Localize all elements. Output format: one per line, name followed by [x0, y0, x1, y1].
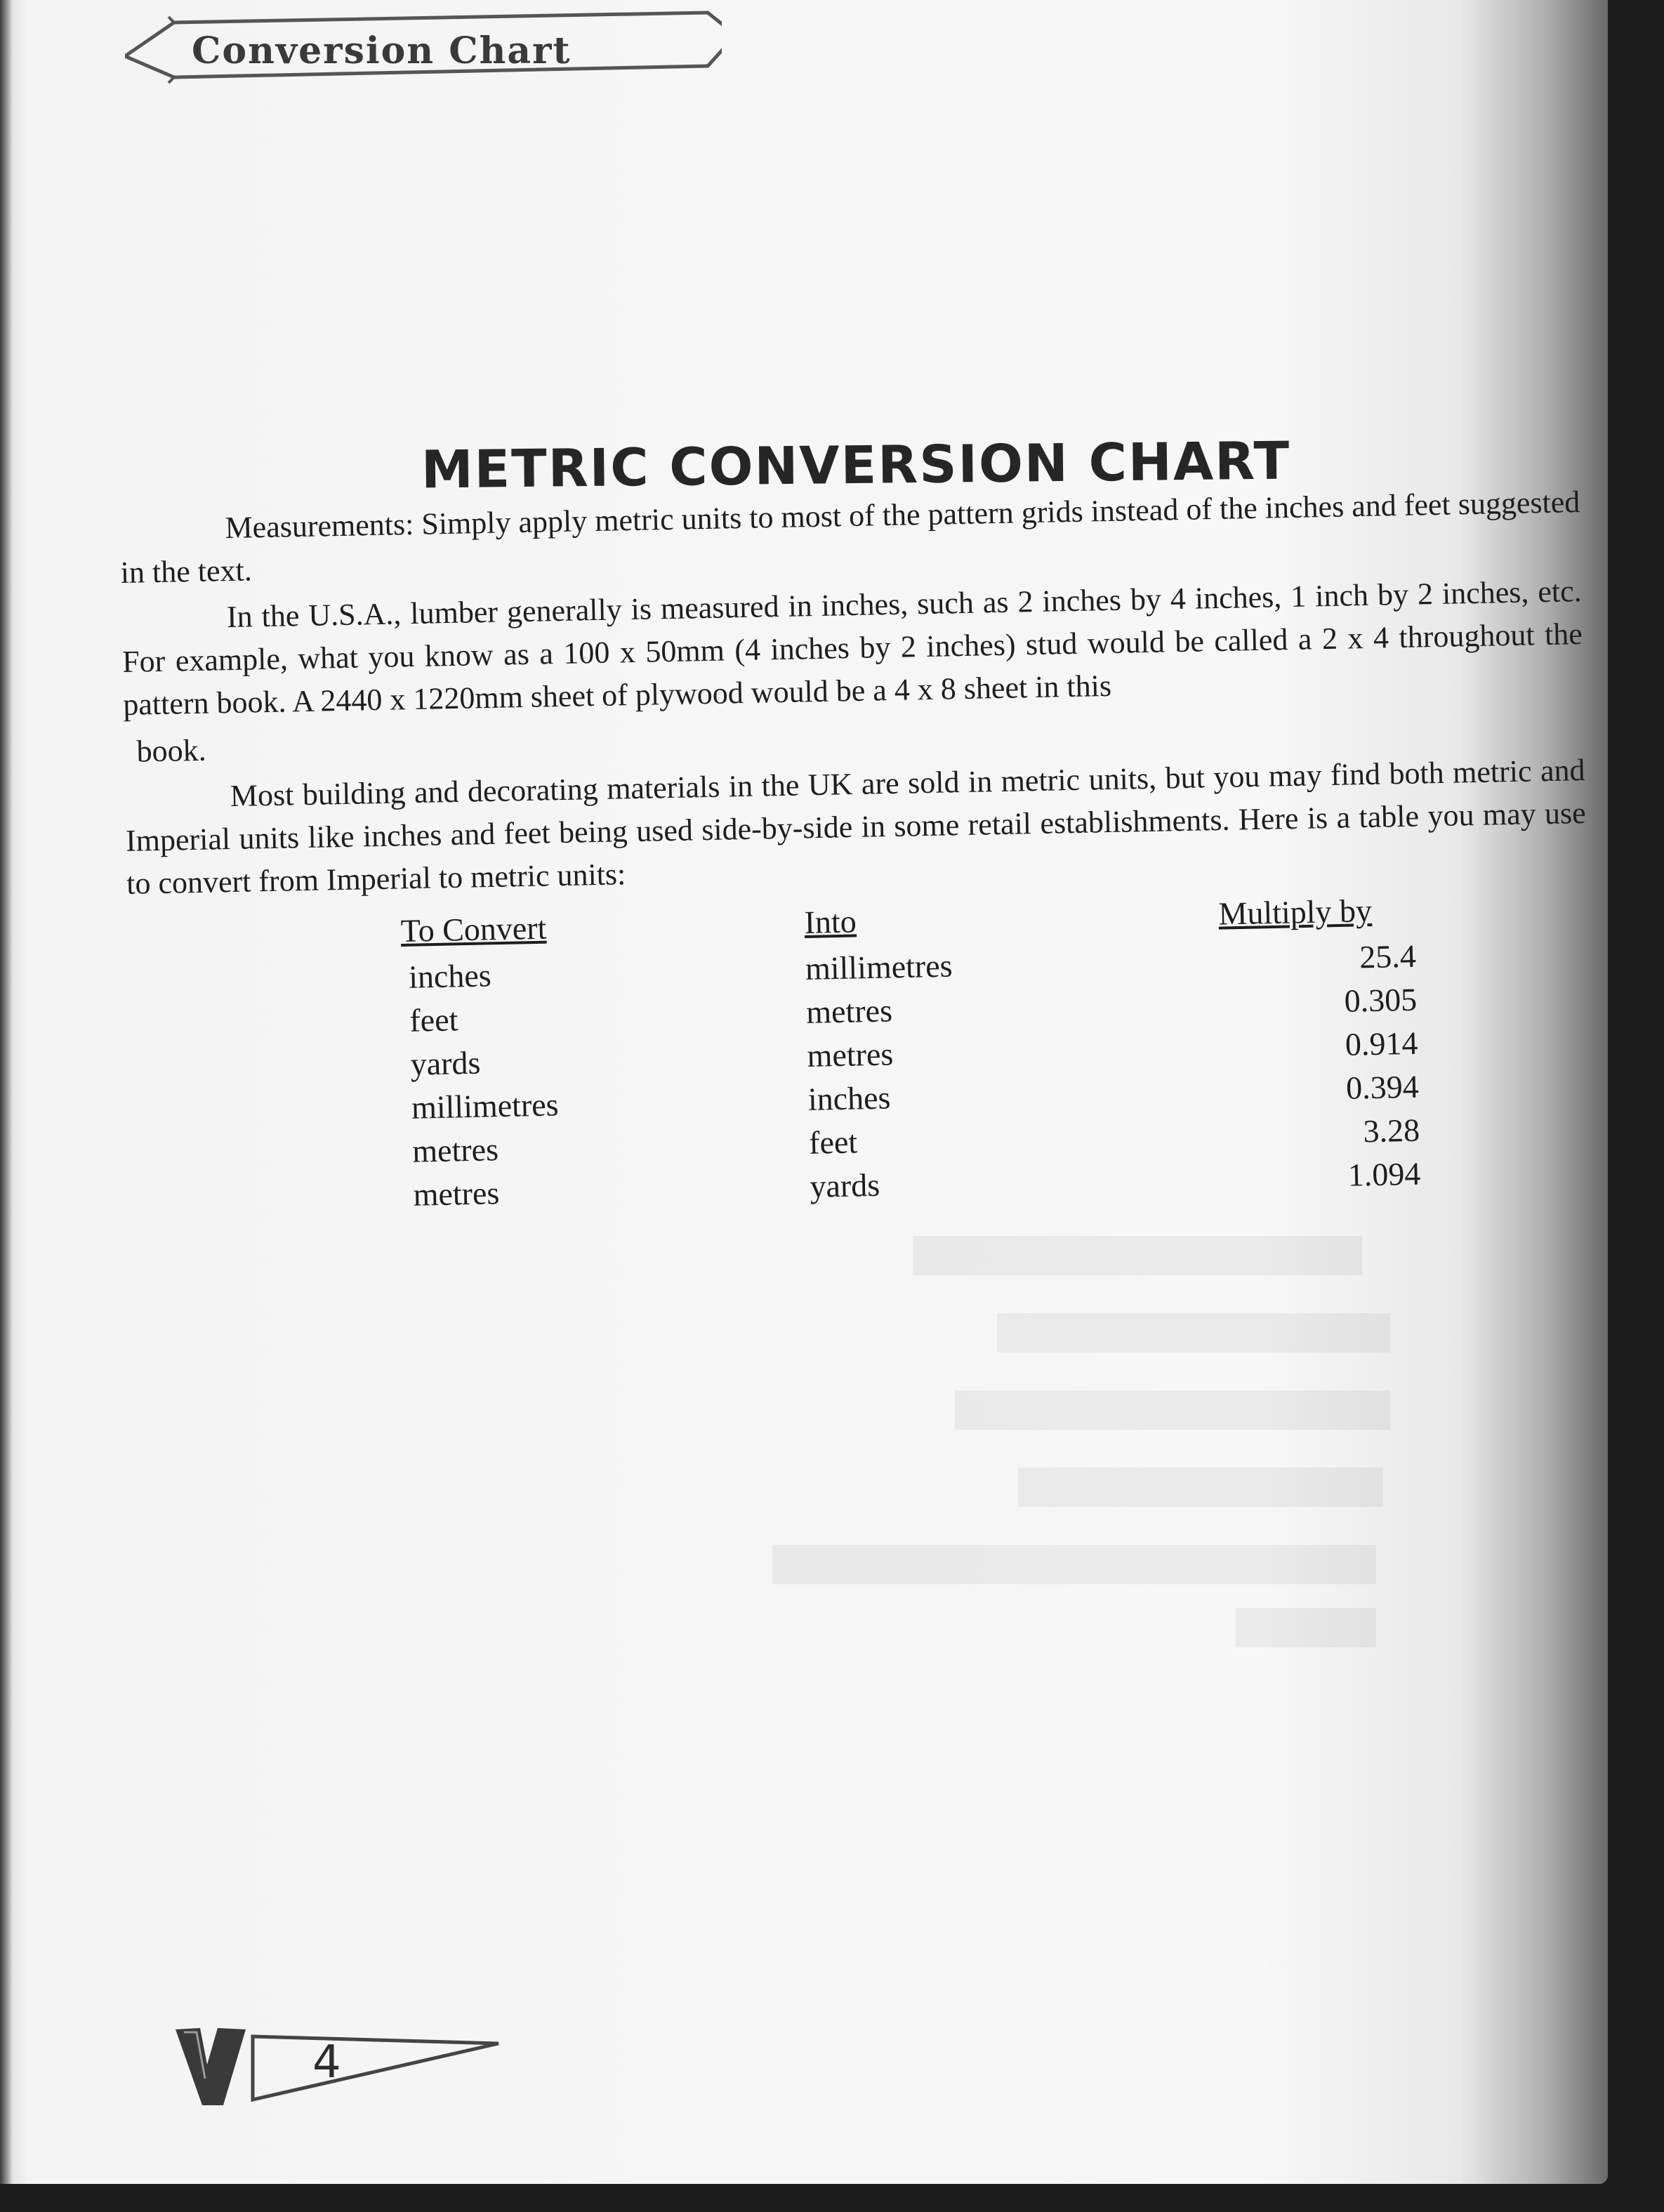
cell-into: feet: [808, 1123, 858, 1161]
show-through-bar-1: [913, 1236, 1362, 1275]
paragraph-book: book.: [136, 732, 207, 769]
show-through-bar-2: [997, 1313, 1390, 1352]
page-gutter-shadow: [0, 0, 13, 2184]
section-banner: [125, 7, 722, 98]
cell-multiply-by: 1.094: [1347, 1155, 1421, 1193]
cell-to-convert: feet: [409, 1001, 458, 1039]
conversion-table: [400, 885, 1425, 1216]
page-title: METRIC CONVERSION CHART: [421, 430, 1291, 501]
cell-multiply-by: 0.394: [1345, 1068, 1420, 1106]
section-banner-label: Conversion Chart: [192, 29, 572, 72]
cell-into: metres: [805, 992, 893, 1030]
cell-into: yards: [809, 1166, 880, 1204]
cell-multiply-by: 25.4: [1359, 937, 1417, 975]
column-header-to-convert: To Convert: [400, 909, 547, 949]
page-number: 4: [312, 2036, 341, 2088]
column-header-multiply-by: Multiply by: [1217, 892, 1373, 932]
cell-to-convert: millimetres: [411, 1086, 560, 1126]
cell-multiply-by: 0.914: [1345, 1025, 1418, 1062]
cell-multiply-by: 0.305: [1344, 981, 1418, 1019]
paragraph-measurements: Measurements: Simply apply metric units to most of the pattern grids instead of the inches and feet suggested in the text.: [120, 485, 1580, 590]
column-header-into: Into: [804, 902, 857, 940]
cell-into: metres: [807, 1035, 894, 1074]
paragraph-usa-lumber: In the U.S.A., lumber generally is measured in inches, such as 2 inches by 4 inches, 1 inch by 2 inches, etc. For example, what you know as a 100 x 50mm (4 inches by 2 inches) stud would be called a 2 x 4 throughout the pattern book. A 2440 x 1220mm sheet of plywood would be a 4 x 8 sheet in this: [121, 574, 1583, 722]
body-text: [119, 481, 1587, 909]
cell-to-convert: inches: [408, 956, 492, 995]
page-number-badge: [169, 2022, 506, 2114]
cell-to-convert: metres: [413, 1174, 500, 1213]
paragraph-uk-materials: Most building and decorating materials in the UK are sold in metric units, but you may find both metric and Imperial units like inches and feet being used side-by-side in some retail establishments. Here is a table you may use to convert from Imperial to metric units:: [125, 753, 1587, 901]
cell-to-convert: metres: [411, 1131, 499, 1169]
cell-multiply-by: 3.28: [1362, 1112, 1420, 1149]
show-through-bar-3: [955, 1390, 1390, 1430]
show-through-bar-5: [772, 1545, 1376, 1584]
show-through-bar-6: [1236, 1608, 1376, 1647]
cell-into: inches: [807, 1079, 891, 1117]
cell-to-convert: yards: [410, 1044, 481, 1082]
cell-into: millimetres: [805, 947, 953, 987]
show-through-bar-4: [1018, 1468, 1383, 1507]
